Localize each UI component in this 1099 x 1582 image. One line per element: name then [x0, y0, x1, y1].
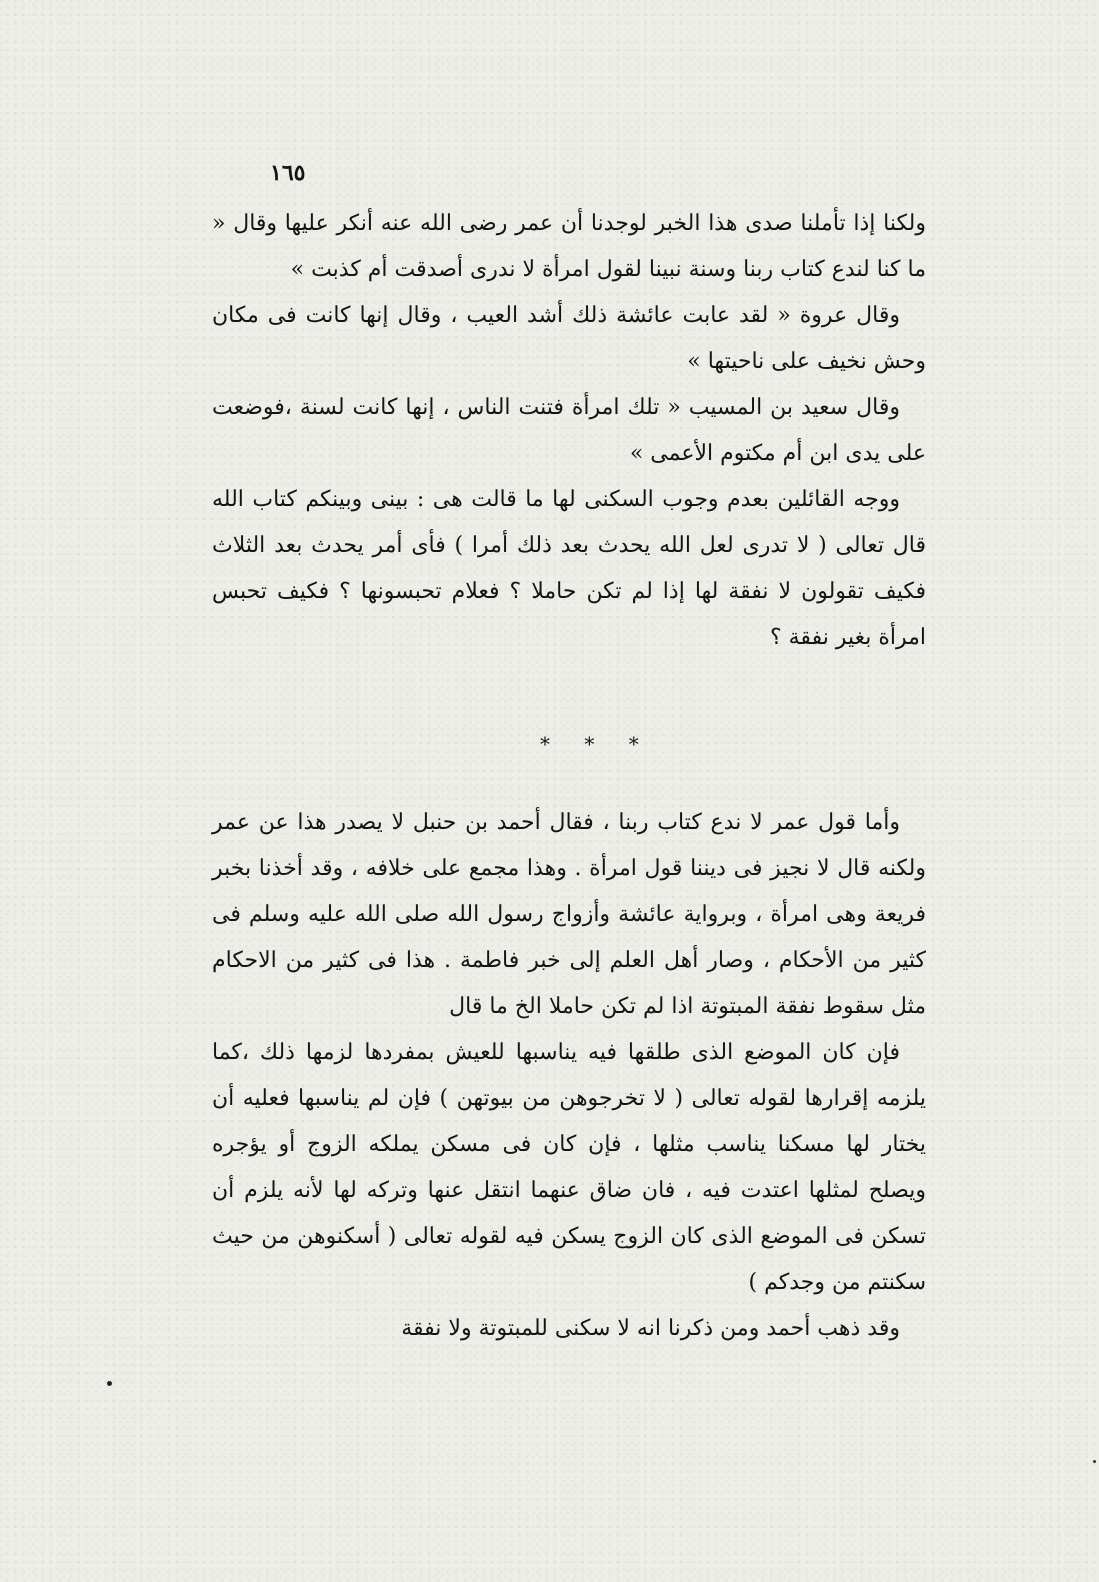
paragraph: وقال سعيد بن المسيب « تلك امرأة فتنت الناس ، إنها كانت لسنة ،فوضعت على يدى ابن أم مكتوم الأعمى »	[212, 395, 926, 466]
ink-speck	[107, 1381, 112, 1386]
ink-speck	[1093, 1460, 1096, 1463]
section-separator: * * *	[540, 732, 653, 756]
text-section-2	[212, 800, 926, 1352]
paragraph: ووجه القائلين بعدم وجوب السكنى لها ما قالت هى : بينى وبينكم كتاب الله قال تعالى ( لا تدرى لعل الله يحدث بعد ذلك أمرا ) فأى أمر يحدث بعد الثلاث فكيف تقولون لا نفقة لها إذا لم تكن حاملا ؟ فعلام تحبسونها ؟ فكيف تحبس امرأة بغير نفقة ؟	[212, 487, 926, 650]
text-section-1	[212, 201, 926, 661]
paragraph: ولكنا إذا تأملنا صدى هذا الخبر لوجدنا أن عمر رضى الله عنه أنكر عليها وقال « ما كنا لندع كتاب ربنا وسنة نبينا لقول امرأة لا ندرى أصدقت أم كذبت »	[212, 211, 926, 282]
paragraph: وأما قول عمر لا ندع كتاب ربنا ، فقال أحمد بن حنبل لا يصدر هذا عن عمر ولكنه قال لا نجيز فى ديننا قول امرأة . وهذا مجمع على خلافه ، وقد أخذنا بخبر فريعة وهى امرأة ، وبرواية عائشة وأزواج رسول الله صلى الله عليه وسلم فى كثير من الأحكام ، وصار أهل العلم إلى خبر فاطمة . هذا فى كثير من الاحكام مثل سقوط نفقة المبتوتة اذا لم تكن حاملا الخ ما قال	[212, 810, 926, 1019]
paragraph: فإن كان الموضع الذى طلقها فيه يناسبها للعيش بمفردها لزمها ذلك ،كما يلزمه إقرارها لقوله تعالى ( لا تخرجوهن من بيوتهن ) فإن لم يناسبها فعليه أن يختار لها مسكنا يناسب مثلها ، فإن كان فى مسكن يملكه الزوج أو يؤجره ويصلح لمثلها اعتدت فيه ، فان ضاق عنهما انتقل عنها وتركه لها لأنه يلزم أن تسكن فى الموضع الذى كان الزوج يسكن فيه لقوله تعالى ( أسكنوهن من حيث سكنتم من وجدكم )	[212, 1040, 926, 1295]
page-number: ١٦٥	[270, 160, 306, 186]
paragraph: وقد ذهب أحمد ومن ذكرنا انه لا سكنى للمبتوتة ولا نفقة	[401, 1316, 900, 1341]
paragraph: وقال عروة « لقد عابت عائشة ذلك أشد العيب ، وقال إنها كانت فى مكان وحش نخيف على ناحيتها »	[212, 303, 926, 374]
